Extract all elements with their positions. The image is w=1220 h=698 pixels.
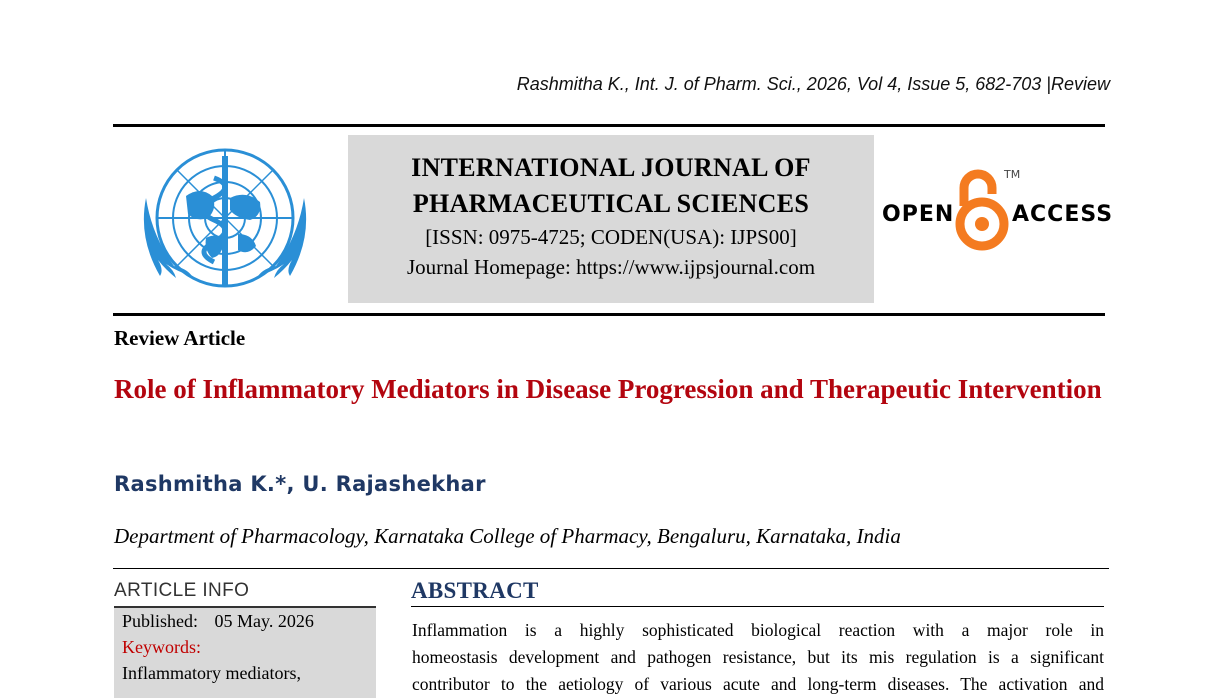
abstract-heading: ABSTRACT [411, 578, 539, 603]
abstract-body [412, 617, 1104, 698]
section-divider [113, 568, 1109, 569]
journal-issn: [ISSN: 0975-4725; CODEN(USA): IJPS00] [425, 225, 797, 249]
published-label: Published: [122, 611, 199, 631]
running-header-citation: Rashmitha K., Int. J. of Pharm. Sci., 2026, Vol 4, Issue 5, 682-703 |Review [516, 74, 1110, 94]
journal-title-line1: INTERNATIONAL JOURNAL OF [411, 153, 811, 182]
journal-title-box [348, 135, 874, 303]
trademark-mark: TM [1004, 168, 1021, 181]
author-affiliation: Department of Pharmacology, Karnataka College of Pharmacy, Bengaluru, Karnataka, India [114, 524, 901, 548]
open-access-left-text: OPEN [882, 202, 955, 227]
abstract-line: contributor to the aetiology of various acute and long-term diseases. The activation and [412, 674, 1104, 694]
article-info-box [114, 608, 376, 698]
open-access-right-text: ACCESS [1012, 202, 1114, 227]
published-row [114, 608, 376, 634]
abstract-line: Inflammation is a highly sophisticated biological reaction with a major role in [412, 620, 1104, 640]
keyword-item: Inflammatory mediators, [122, 663, 301, 683]
published-date: 05 May. 2026 [214, 611, 314, 631]
journal-homepage[interactable]: Journal Homepage: https://www.ijpsjournal.com [406, 255, 816, 279]
article-type-label: Review Article [114, 326, 246, 350]
abstract-line: homeostasis development and pathogen resistance, but its mis regulation is a significant [412, 647, 1104, 667]
article-authors: Rashmitha K.*, U. Rajashekhar [114, 472, 486, 496]
keywords-label: Keywords: [122, 637, 201, 657]
article-info-heading: ARTICLE INFO [114, 580, 250, 601]
header-bottom-rule [113, 313, 1105, 316]
open-access-logo [880, 166, 1114, 256]
journal-emblem-logo [126, 138, 324, 306]
abstract-rule [411, 606, 1104, 607]
top-rule [113, 124, 1105, 127]
journal-title-line2: PHARMACEUTICAL SCIENCES [412, 189, 810, 218]
article-title: Role of Inflammatory Mediators in Disease Progression and Therapeutic Intervention [114, 374, 1102, 404]
